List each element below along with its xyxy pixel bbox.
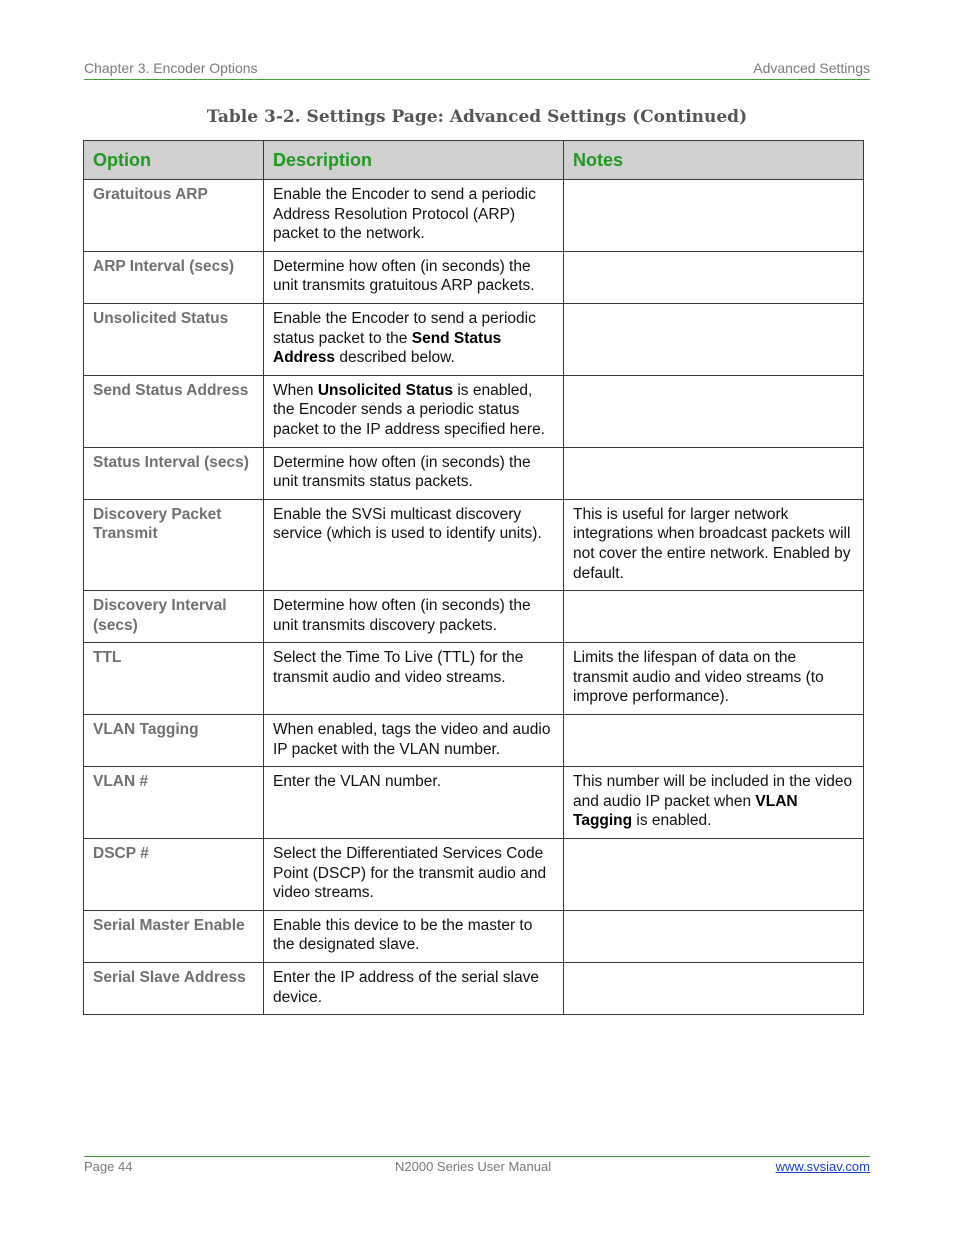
section-title: Advanced Settings (753, 60, 870, 76)
option-cell: VLAN Tagging (84, 715, 264, 767)
notes-cell (564, 643, 864, 715)
website-link[interactable]: www.svsiav.com (775, 1159, 870, 1174)
text-run: described below. (335, 349, 455, 367)
description-cell (264, 303, 564, 375)
notes-cell (564, 447, 864, 499)
chapter-title: Chapter 3. Encoder Options (84, 60, 258, 76)
bold-term: Send Status Address (273, 329, 502, 367)
table-row (84, 180, 864, 252)
notes-cell (564, 767, 864, 839)
text-run: Determine how often (in seconds) the unit transmits gratuitous ARP packets. (273, 257, 535, 295)
text-run: Enable the Encoder to send a periodic status packet to the (273, 309, 536, 347)
text-run: is enabled. (632, 812, 712, 830)
page-footer (84, 1156, 870, 1174)
table-row (84, 910, 864, 962)
description-cell (264, 447, 564, 499)
notes-cell (564, 375, 864, 447)
text-run: Limits the lifespan of data on the transmit audio and video streams (to improve performance). (573, 649, 824, 706)
text-run: When (273, 381, 318, 399)
description-cell (264, 963, 564, 1015)
option-cell: Unsolicited Status (84, 303, 264, 375)
bold-term: Unsolicited Status (317, 381, 454, 399)
option-cell: Send Status Address (84, 375, 264, 447)
table-row (84, 715, 864, 767)
notes-cell (564, 591, 864, 643)
page-header (84, 58, 870, 80)
table-row (84, 447, 864, 499)
notes-cell (564, 910, 864, 962)
table-row (84, 839, 864, 911)
text-run: Enable the SVSi multicast discovery service (which is used to identify units). (273, 505, 542, 543)
text-run: Determine how often (in seconds) the unit transmits status packets. (273, 453, 531, 491)
option-cell: TTL (84, 643, 264, 715)
text-run: This is useful for larger network integrations when broadcast packets will not cover the entire network. Enabled by default. (573, 505, 851, 582)
column-header-notes: Notes (564, 141, 864, 180)
description-cell (264, 910, 564, 962)
table-row (84, 251, 864, 303)
option-cell: Gratuitous ARP (84, 180, 264, 252)
text-run: Determine how often (in seconds) the unit transmits discovery packets. (273, 597, 531, 634)
table-row (84, 767, 864, 839)
bold-term: VLAN Tagging (573, 792, 798, 830)
column-header-description: Description (264, 141, 564, 180)
text-run: This number will be included in the video and audio IP packet when (573, 773, 853, 810)
description-cell (264, 839, 564, 911)
description-cell (264, 643, 564, 715)
description-cell (264, 715, 564, 767)
text-run: Enable the Encoder to send a periodic Address Resolution Protocol (ARP) packet to the network. (273, 186, 536, 243)
column-header-option: Option (84, 141, 264, 180)
description-cell (264, 499, 564, 590)
option-cell: Discovery Interval (secs) (84, 591, 264, 643)
text-run: is enabled, the Encoder sends a periodic status packet to the IP address specified here. (273, 381, 545, 438)
option-cell: ARP Interval (secs) (84, 251, 264, 303)
option-cell: VLAN # (84, 767, 264, 839)
text-run: When enabled, tags the video and audio IP packet with the VLAN number. (273, 721, 551, 758)
table-header-row (84, 141, 864, 180)
description-cell (264, 251, 564, 303)
notes-cell (564, 715, 864, 767)
option-cell: Serial Slave Address (84, 963, 264, 1015)
page-number: Page 44 (84, 1159, 133, 1174)
notes-cell (564, 180, 864, 252)
text-run: Enter the IP address of the serial slave device. (273, 969, 539, 1006)
notes-cell (564, 251, 864, 303)
advanced-settings-table (83, 140, 864, 1015)
table-row (84, 643, 864, 715)
notes-cell (564, 963, 864, 1015)
text-run: Enable this device to be the master to the designated slave. (273, 916, 533, 954)
table-row (84, 375, 864, 447)
description-cell (264, 180, 564, 252)
table-row (84, 499, 864, 590)
notes-cell (564, 499, 864, 590)
notes-cell (564, 839, 864, 911)
manual-title: N2000 Series User Manual (395, 1159, 552, 1174)
description-cell (264, 591, 564, 643)
notes-cell (564, 303, 864, 375)
text-run: Select the Differentiated Services Code Point (DSCP) for the transmit audio and video streams. (273, 845, 547, 902)
option-cell: DSCP # (84, 839, 264, 911)
option-cell: Status Interval (secs) (84, 447, 264, 499)
table-caption: Table 3-2. Settings Page: Advanced Settings (Continued) (206, 107, 748, 127)
table-row (84, 303, 864, 375)
text-run: Enter the VLAN number. (273, 773, 442, 791)
text-run: Select the Time To Live (TTL) for the transmit audio and video streams. (273, 649, 524, 686)
description-cell (264, 767, 564, 839)
description-cell (264, 375, 564, 447)
option-cell: Discovery Packet Transmit (84, 499, 264, 590)
option-cell: Serial Master Enable (84, 910, 264, 962)
table-row (84, 591, 864, 643)
table-row (84, 963, 864, 1015)
